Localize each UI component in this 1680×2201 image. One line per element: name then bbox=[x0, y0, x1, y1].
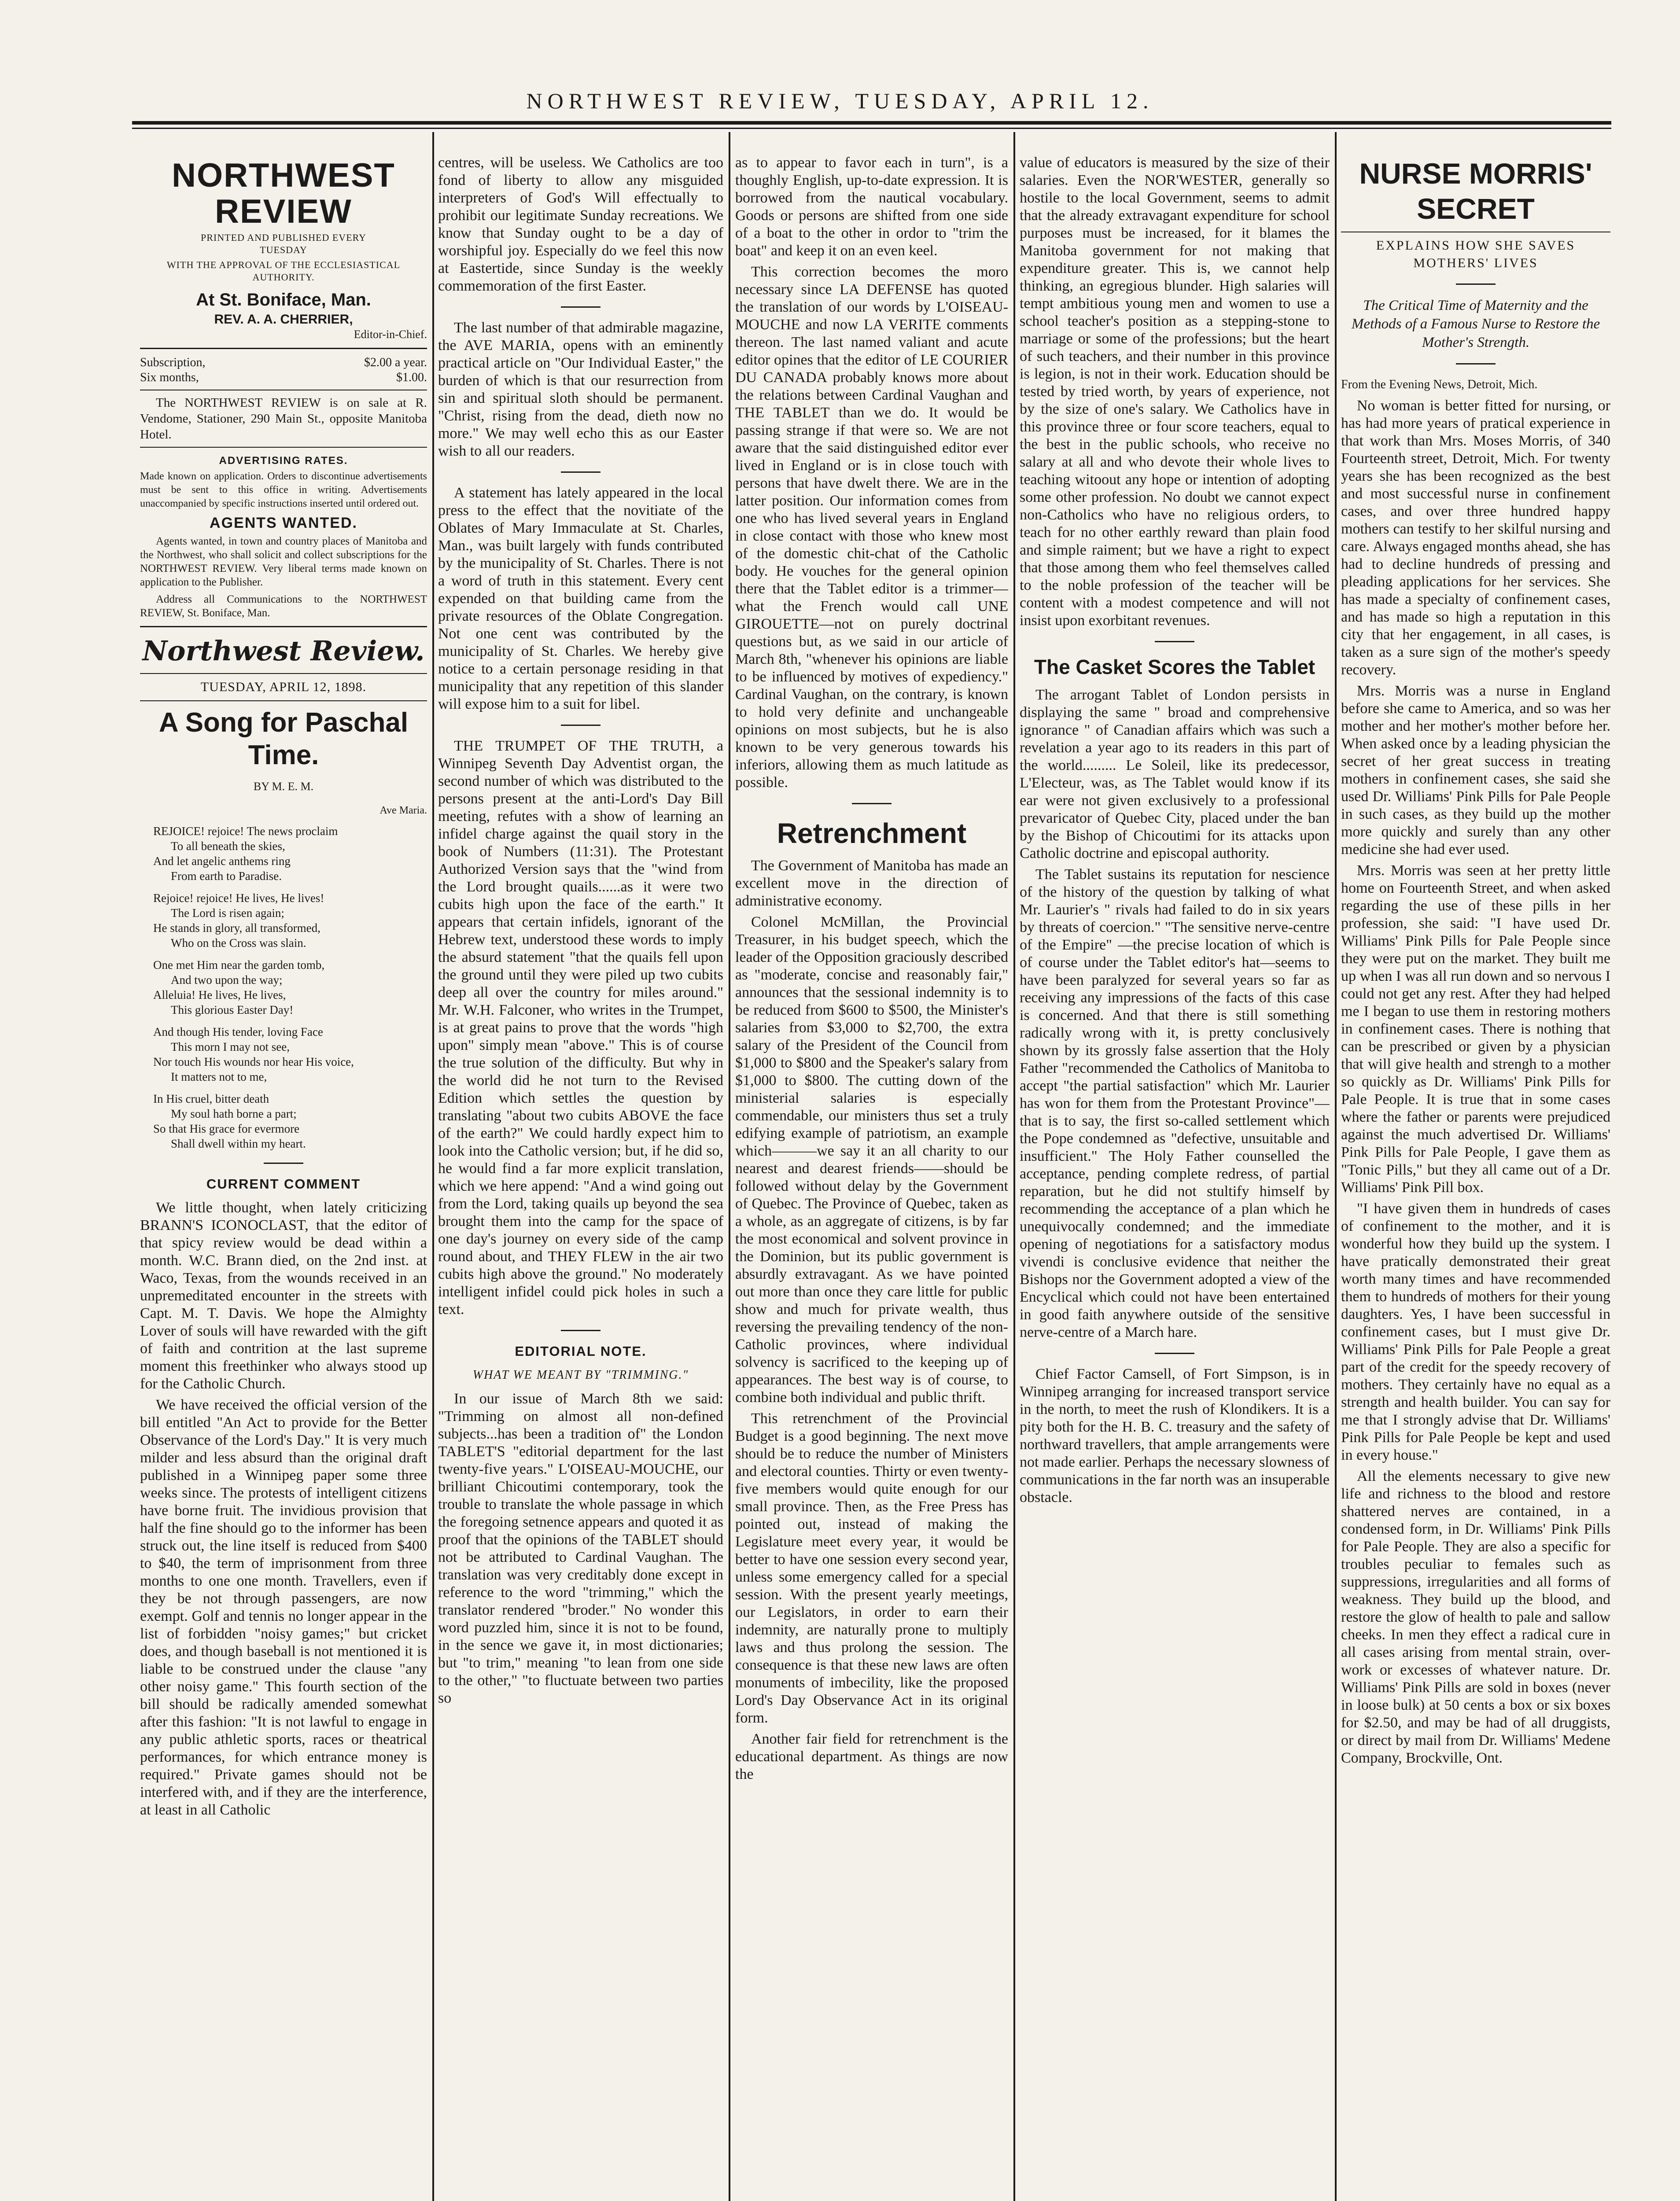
divider bbox=[140, 673, 427, 674]
poem-line: To all beneath the skies, bbox=[171, 839, 285, 853]
six-months-row bbox=[140, 370, 427, 385]
masthead-editor: REV. A. A. CHERRIER, bbox=[214, 312, 353, 327]
masthead-printed-line: PRINTED AND PUBLISHED EVERY bbox=[201, 232, 366, 243]
poem-line: He stands in glory, all transformed, bbox=[153, 921, 321, 935]
divider bbox=[140, 700, 427, 701]
poem-stanza bbox=[140, 957, 427, 1017]
masthead-editor-role: Editor-in-Chief. bbox=[354, 328, 427, 341]
article-paragraph: centres, will be useless. We Catholics are too fond of liberty to allow any misguided interpreters of God's Will effectually to prohibit our legitimate Sunday recreations. We know that Sunday ought to be a day of worshipful joy. Especially do we feel this now at Eastertide, since Sunday is the weekly commemoration of the first Easter. bbox=[438, 155, 723, 294]
casket-head: The Casket Scores the Tablet bbox=[1034, 655, 1315, 678]
divider bbox=[140, 447, 427, 448]
masthead-title: NORTHWEST REVIEW bbox=[172, 157, 395, 230]
subscription-row bbox=[140, 355, 427, 370]
poem-line: In His cruel, bitter death bbox=[153, 1092, 269, 1105]
article-paragraph: Another fair field for retrenchment is the educational department. As things are now the bbox=[735, 1731, 1008, 1782]
six-months-price: $1.00. bbox=[396, 371, 427, 384]
column-5 bbox=[1341, 154, 1610, 2201]
column-divider bbox=[432, 132, 434, 2201]
poem-line: Shall dwell within my heart. bbox=[171, 1137, 306, 1150]
column-divider bbox=[1013, 132, 1015, 2201]
poem-line: So that His grace for evermore bbox=[153, 1122, 300, 1135]
ornament-divider bbox=[561, 725, 601, 726]
article-paragraph: Chief Factor Camsell, of Fort Simpson, is in Winnipeg arranging for increased transport service in the north, to meet the rush of Klondikers. It is a pity both for the H. B. C. treasury and the safety of northward travellers, that ample arrangements were not made earlier. Perhaps the necessary slowness of communications in the far north was an insuperable obstacle. bbox=[1020, 1366, 1330, 1505]
column-3 bbox=[735, 154, 1008, 2201]
comment-paragraph: We have received the official version of the bill entitled "An Act to provide for the Better Observance of the Lord's Day." It is very much milder and less absurd than the original draft published in a Winnipeg paper some three weeks since. The protests of intelligent citizens have borne fruit. The invidious provision that half the fine should go to the informer has been struck out, the line itself is reduced from $400 to $40, the term of imprisonment from three months to one one month. Travellers, even if they be not through passengers, are now exempt. Golf and tennis no longer appear in the list of forbidden "noisy games;" but cricket does, and though baseball is not mentioned it is liable to be construed under the clause "any other noisy game." This fourth section of the bill should be radically amended somewhat after this fashion: "It is not lawful to engage in any public athletic sports, races or theatrical performances, for which entrance money is required." Private games should not be interfered with, and if they are the interference, at least in all Catholic bbox=[140, 1397, 427, 1818]
column-4 bbox=[1020, 154, 1330, 2201]
article-paragraph: All the elements necessary to give new life and richness to the blood and restore shattered nerves are contained, in a condensed form, in Dr. Williams' Pink Pills for Pale People. They are also a specific for troubles peculiar to females such as suppressions, irregularities and all forms of weakness. They build up the blood, and restore the glow of health to pale and sallow cheeks. In men they effect a radical cure in all cases arising from mental strain, over-work or excesses of whatever nature. Dr. Williams' Pink Pills are sold in boxes (never in loose bulk) at 50 cents a box or six boxes for $2.50, and may be had of all druggists, or direct by mail from Dr. Williams' Medene Company, Brockville, Ont. bbox=[1341, 1468, 1610, 1766]
article-paragraph: This correction becomes the moro necessary since LA DEFENSE has quoted the translation of our words by L'OISEAU-MOUCHE and now LA VERITE comments thereon. The last named valiant and acute editor opines that the editor of LE COURIER DU CANADA probably knows more about the relations between Cardinal Vaughan and THE TABLET than we do. It would be passing strange if that were so. We are not aware that the said distinguished editor ever lived in England or is in close touch with persons that have dwelt there. We are in the latter position. Our information comes from one who has lived several years in England in close contact with those who knew most of the domestic chit-chat of the Catholic body. He vouches for the general opinion there that the Tablet editor is a trimmer—what the French would call UNE GIROUETTE—not on purely doctrinal questions but, as we said in our article of March 8th, "whenever his opinions are liable to be influenced by motives of expediency." Cardinal Vaughan, on the contrary, is known to hold very definite and unchangeable opinions on most subjects, but he is also known to be very generous towards his inferiors, allowing them as much latitude as possible. bbox=[735, 264, 1008, 791]
article-paragraph: A statement has lately appeared in the local press to the effect that the novitiate of the Oblates of Mary Immaculate at St. Charles, Man., was built largely with funds contributed by the municipality of St. Charles. There is not a word of truth in this statement. Every cent expended on that building came from the private resources of the Oblate Congregation. Not one cent was contributed by the municipality of St. Charles. We hereby give notice to a certain personage residing in that municipality that any repetition of this slander will expose him to a suit for libel. bbox=[438, 485, 723, 712]
article-paragraph: In our issue of March 8th we said: "Trimming on almost all non-defined subjects...has been a tradition of" the London TABLET'S "editorial department for the last twenty-five years." L'OISEAU-MOUCHE, our brilliant Chicoutimi contemporary, took the trouble to translate the whole passage in which the foregoing setnence appears and quoted it as proof that the opinions of the TABLET should not be attributed to Cardinal Vaughan. The translation was very creditably done except in reference to the word "trimming," which the translator rendered "broder." No wonder this word puzzled him, since it is not to be found, in the sence we gave it, in most dictionaries; but "to trim," meaning "to lean from one side to the other," "to fluctuate between two parties so bbox=[438, 1391, 723, 1706]
poem-line: Rejoice! rejoice! He lives, He lives! bbox=[153, 891, 324, 905]
article-paragraph: Mrs. Morris was a nurse in England before she came to America, and so was her mother and her mother's mother before her. When asked once by a leading physician the secret of her great success in treating mothers in confinement cases, she said she used Dr. Williams' Pink Pills for Pale People in such cases, as they build up the mother more quickly and surely than any other medicine she had ever used. bbox=[1341, 683, 1610, 858]
current-comment-head: CURRENT COMMENT bbox=[206, 1176, 361, 1192]
column-1 bbox=[140, 154, 427, 2201]
poem-line: From earth to Paradise. bbox=[171, 869, 282, 883]
nurse-source: From the Evening News, Detroit, Mich. bbox=[1341, 378, 1538, 391]
six-months-label: Six months, bbox=[140, 371, 199, 384]
poem-line: This glorious Easter Day! bbox=[171, 1003, 294, 1016]
poem-line: One met Him near the garden tomb, bbox=[153, 958, 325, 972]
column-divider bbox=[729, 132, 730, 2201]
article-paragraph: This retrenchment of the Provincial Budget is a good beginning. The next move should be to reduce the number of Ministers and electoral counties. Thirty or even twenty-five members would quite enough for our small province. Then, as the Free Press has pointed out, instead of making the Legislature meet every year, it would be better to have one session every second year, unless some emergency called for a special session. With the present yearly meetings, our Legislators, in order to earn their indemnity, are naturally prone to multiply laws and thus prolong the session. The consequence is that these new laws are often monuments of imbecility, like the proposed Lord's Day Observance Act in its original form. bbox=[735, 1410, 1008, 1726]
ornament-divider bbox=[561, 1330, 601, 1331]
retrenchment-head: Retrenchment bbox=[777, 817, 967, 849]
dateline: TUESDAY, APRIL 12, 1898. bbox=[200, 680, 367, 694]
poem-line: It matters not to me, bbox=[171, 1070, 267, 1083]
article-paragraph: No woman is better fitted for nursing, or has had more years of pratical experience in that work than Mrs. Moses Morris, of 340 Fourteenth street, Detroit, Mich. For twenty years she has been recognized as the best and most successful nurse in confinement cases, and over three hundred happy mothers can testify to her skilful nursing and care. Always engaged months ahead, she has had to decline hundreds of pressing and pleading applications for her services. She has made a specialty of confinement cases, and has made so high a reputation in this city that her engagement, in all cases, is taken as a sure sign of the mother's speedy recovery. bbox=[1341, 398, 1610, 678]
article-paragraph: The arrogant Tablet of London persists in displaying the same " broad and comprehensive ignorance " of Canadian affairs which was such a revelation a year ago to its readers in this part of the world......... Le Soleil, like its predecessor, L'Electeur, was, as The Tablet would know if its ear were not given exclusively to a professional prevaricator of Quebec City, placed under the ban by the Bishop of Chicoutimi for its attacks upon Catholic doctrine and episcopal authority. bbox=[1020, 687, 1330, 861]
ornament-divider bbox=[1155, 641, 1194, 642]
song-byline: BY M. E. M. bbox=[253, 780, 314, 793]
ornament-divider bbox=[264, 1163, 303, 1164]
ornament-divider bbox=[1456, 363, 1496, 364]
song-title: A Song for Paschal Time. bbox=[158, 707, 409, 770]
address-text: Address all Communications to the NORTHWEST REVIEW, St. Boniface, Man. bbox=[140, 593, 427, 619]
poem-line: Nor touch His wounds nor hear His voice, bbox=[153, 1055, 354, 1068]
poem-line: REJOICE! rejoice! The news proclaim bbox=[153, 824, 338, 838]
article-paragraph: The last number of that admirable magazine, the AVE MARIA, opens with an eminently practical article on "Our Individual Easter," the burden of which is that our resurrection from sin and spiritual sloth should be permanent. "Christ, rising from the dead, dieth now no more." We may well echo this as our Easter wish to all our readers. bbox=[438, 320, 723, 459]
article-paragraph: value of educators is measured by the size of their salaries. Even the NOR'WESTER, generally so hostile to the local Government, seems to admit that the already extravagant expenditure for school purposes must be increased, for it blames the Manitoba government for not making that expenditure greater. This is, we cannot help thinking, an egregious blunder. High salaries will tempt ambitious young men and women to use a school teacher's position as a stepping-stone to marriage or some of the professions; but the heart of such teachers, and their number in this province is legion, is not in their work. Education should be tested by tried worth, by years of experience, not by the size of one's salary. We Catholics have in this province three or four score teachers, equal to the best in the public schools, who receive no salary at all and who devote their whole lives to teaching witoout any hope or intention of adopting some other profession. No doubt we cannot expect non-Catholics who have no religious orders, to teach for no other earthly reward than plain food and simple raiment; but we have a right to expect that those among them who feel themselves called to the noble profession of the teacher will be content with a modest competence and will not insist upon exorbitant revenues. bbox=[1020, 155, 1330, 629]
article-paragraph: THE TRUMPET OF THE TRUTH, a Winnipeg Seventh Day Adventist organ, the second number of which was distributed to the persons present at the anti-Lord's Day Bill meeting, refutes with a show of learning an infidel charge against the quail story in the book of Numbers (11:31). The Protestant Authorized Version says that the "wind from the Lord brought quails......as it were two cubits high upon the face of the earth." It appears that certain infidels, ignorant of the Hebrew text, understood these words to imply the absurd statement "that the quails fell upon the ground until they were piled up two cubits deep all over the country for miles around." Mr. W.H. Falconer, who writes in the Trumpet, is at great pains to prove that the words "high upon" simply mean "above." This is of course the true solution of the difficulty. But why in the world did he not turn to the Revised Edition which settles the question by translating "about two cubits ABOVE the face of the earth?" We could hardly expect him to look into the Catholic version; but, if he did so, he would find a far more explicit translation, which we here append: "And a wind going out from the Lord, taking quails up beyond the sea brought them into the camp for the space of one day's journey on every side of the camp round about, and THEY FLEW in the air two cubits high above the ground." No moderately intelligent infidel could pick holes in such a text. bbox=[438, 738, 723, 1318]
ornament-divider bbox=[1155, 1353, 1194, 1354]
poem-stanza bbox=[140, 824, 427, 883]
masthead-place: At St. Boniface, Man. bbox=[196, 290, 371, 309]
nurse-morris-head: NURSE MORRIS' SECRET bbox=[1359, 157, 1592, 225]
top-rule-thin bbox=[132, 128, 1611, 129]
column-2 bbox=[438, 154, 723, 2201]
nurse-italic-deck: The Critical Time of Maternity and the Methods of a Famous Nurse to Restore the Mother's Strength. bbox=[1351, 298, 1600, 350]
ornament-divider bbox=[852, 803, 892, 804]
column-divider bbox=[1335, 132, 1337, 2201]
comment-paragraph: We little thought, when lately criticizing BRANN'S ICONOCLAST, that the editor of that spicy review would be dead within a month. W.C. Brann died, on the 2nd inst. at Waco, Texas, from the wounds received in an unpremeditated encounter in the streets with Capt. M. T. Davis. We hope the Almighty Lover of souls will have rewarded with the gift of faith and contrition at the last supreme moment this freethinker who always stood up for the Catholic Church. bbox=[140, 1200, 427, 1392]
article-paragraph: as to appear to favor each in turn", is a thoughly English, up-to-date expression. It is borrowed from the nautical vocabulary. Goods or persons are shifted from one side of a boat to the other in ordor to "trim the boat" and keep it on an even keel. bbox=[735, 155, 1008, 259]
poem-line: This morn I may not see, bbox=[171, 1040, 290, 1053]
song-epigraph: Ave Maria. bbox=[379, 805, 427, 816]
article-paragraph: The Government of Manitoba has made an excellent move in the direction of administrative economy. bbox=[735, 858, 1008, 909]
poem-stanza bbox=[140, 1091, 427, 1151]
article-paragraph: "I have given them in hundreds of cases of confinement to the mother, and it is wonderful how they build up the system. I have pratically demonstrated their great worth many times and have recommended them to hundreds of mothers for their young daughters. Yes, I have been successful in confinement cases, but I must give Dr. Williams' Pink Pills for Pale People a great part of the credit for the speedy recovery of mothers. They certainly have no equal as a strength and health builder. You can say for me that I strongly advise that Dr. Williams' Pink Pills for Pale People be kept and used in every house." bbox=[1341, 1200, 1610, 1463]
masthead-day: TUESDAY bbox=[260, 244, 307, 255]
ornament-divider bbox=[561, 306, 601, 308]
poem-line: Who on the Cross was slain. bbox=[171, 936, 306, 950]
sale-notice: The NORTHWEST REVIEW is on sale at R. Vendome, Stationer, 290 Main St., opposite Manitoba Hotel. bbox=[140, 396, 427, 442]
article-paragraph: The Tablet sustains its reputation for nescience of the history of the question by talking of what Mr. Laurier's " rivals had failed to do in six years by threats of coercion." "The sensitive nerve-centre of the Empire" —the precise location of which is of course under the Tablet editor's hat—seems to have been paralyzed for several years so far as receiving any impressions of the facts of this case is concerned. And that there is still something radically wrong with it, is pretty conclusively shown by its grossly false assertion that the Holy Father "recommended the Catholics of Manitoba to accept "the partial satisfaction" which Mr. Laurier has won for them from the Protestant Province"—that is to say, the first so-called settlement which the Pope condemned as "defective, unsuitable and insufficient." The Holy Father counselled the acceptance, pending complete redress, of partial reparation, but he did not stultify himself by recommending the acceptance of a plan which he unequivocally condemned; and the immediate opening of negotiations for a satisfactory modus vivendi is conclusive evidence that neither the Bishops nor the Government adopted a view of the Encyclical which could not have been entertained in good faith anywhere outside of the sensitive nerve-centre of a March hare. bbox=[1020, 866, 1330, 1340]
top-rule bbox=[132, 121, 1611, 125]
advertising-text: Made known on application. Orders to discontinue advertisements must be sent to this office in writing. Advertisements unaccompanied by specific instructions inserted until ordered out. bbox=[140, 471, 427, 509]
agents-text: Agents wanted, in town and country places of Manitoba and the Northwest, who shall solicit and collect subscriptions for the NORTHWEST REVIEW. Very liberal terms made known on application to the Publisher. bbox=[140, 535, 427, 588]
editorial-note-subhead: WHAT WE MEANT BY "TRIMMING." bbox=[472, 1368, 689, 1382]
poem-line: And two upon the way; bbox=[171, 973, 283, 986]
running-head: NORTHWEST REVIEW, TUESDAY, APRIL 12. bbox=[526, 88, 1154, 113]
advertising-head: ADVERTISING RATES. bbox=[219, 455, 348, 467]
poem-line: The Lord is risen again; bbox=[171, 906, 284, 920]
subscription-price: $2.00 a year. bbox=[364, 356, 427, 369]
poem-line: Alleluia! He lives, He lives, bbox=[153, 988, 286, 1001]
nurse-deck: EXPLAINS HOW SHE SAVES MOTHERS' LIVES bbox=[1376, 238, 1576, 270]
gothic-title: Northwest Review. bbox=[142, 635, 425, 667]
poem-stanza bbox=[140, 891, 427, 950]
masthead-divider bbox=[140, 348, 427, 349]
poem-line: And let angelic anthems ring bbox=[153, 854, 291, 868]
subscription-label: Subscription, bbox=[140, 356, 206, 369]
editorial-note-head: EDITORIAL NOTE. bbox=[515, 1343, 647, 1359]
poem-line: And though His tender, loving Face bbox=[153, 1025, 323, 1038]
poem-line: My soul hath borne a part; bbox=[171, 1107, 297, 1120]
article-paragraph: Mrs. Morris was seen at her pretty little home on Fourteenth Street, and when asked regarding the use of these pills in her profession, she said: "I have used Dr. Williams' Pink Pills for Pale People since they were put on the market. They built me up when I was all run down and so nervous I could not get any rest. After they had helped me I began to use them in restoring mothers in confinement cases. There is nothing that can be prescribed or given by a physician that will give health and strengh to a mother so quickly as Dr. Williams' Pink Pills for Pale People. It is true that in some cases where the father or parents were prejudiced against the much advertised Dr. Williams' Pink Pills for Pale People, I gave them as "Tonic Pills," but they all came out of a Dr. Williams' Pink Pill box. bbox=[1341, 862, 1610, 1196]
poem-stanza bbox=[140, 1024, 427, 1084]
divider bbox=[140, 626, 427, 627]
masthead-approval: WITH THE APPROVAL OF THE ECCLESIASTICAL AUTHORITY. bbox=[166, 259, 401, 283]
article-paragraph: Colonel McMillan, the Provincial Treasurer, in his budget speech, which the leader of the Opposition graciously described as "moderate, concise and reasonably fair," announces that the sessional indemnity is to be reduced from $600 to $500, the Minister's salaries from $3,000 to $2,700, the extra salary of the President of the Council from $1,000 to $800 and the Speaker's salary from $1,000 to $800. The cutting down of the ministerial salaries is especially commendable, our ministers thus set a truly edifying example of patriotism, an example which———we say it an all charity to our nearest and dearest friends——should be followed without delay by the Government of Quebec. The Province of Quebec, taken as a whole, as an aggregate of citizens, is by far the most economical and solvent province in the Dominion, but its public government is absurdly extravagant. As we have pointed out more than once they care little for public show and much for private wealth, thus reversing the prevailing tendency of the non-Catholic provinces, where individual solvency is sacrificed to the keeping up of appearances. The best way is of course, to combine both individual and public thrift. bbox=[735, 914, 1008, 1406]
ornament-divider bbox=[561, 471, 601, 473]
ornament-divider bbox=[1456, 283, 1496, 285]
agents-head: AGENTS WANTED. bbox=[210, 515, 357, 531]
